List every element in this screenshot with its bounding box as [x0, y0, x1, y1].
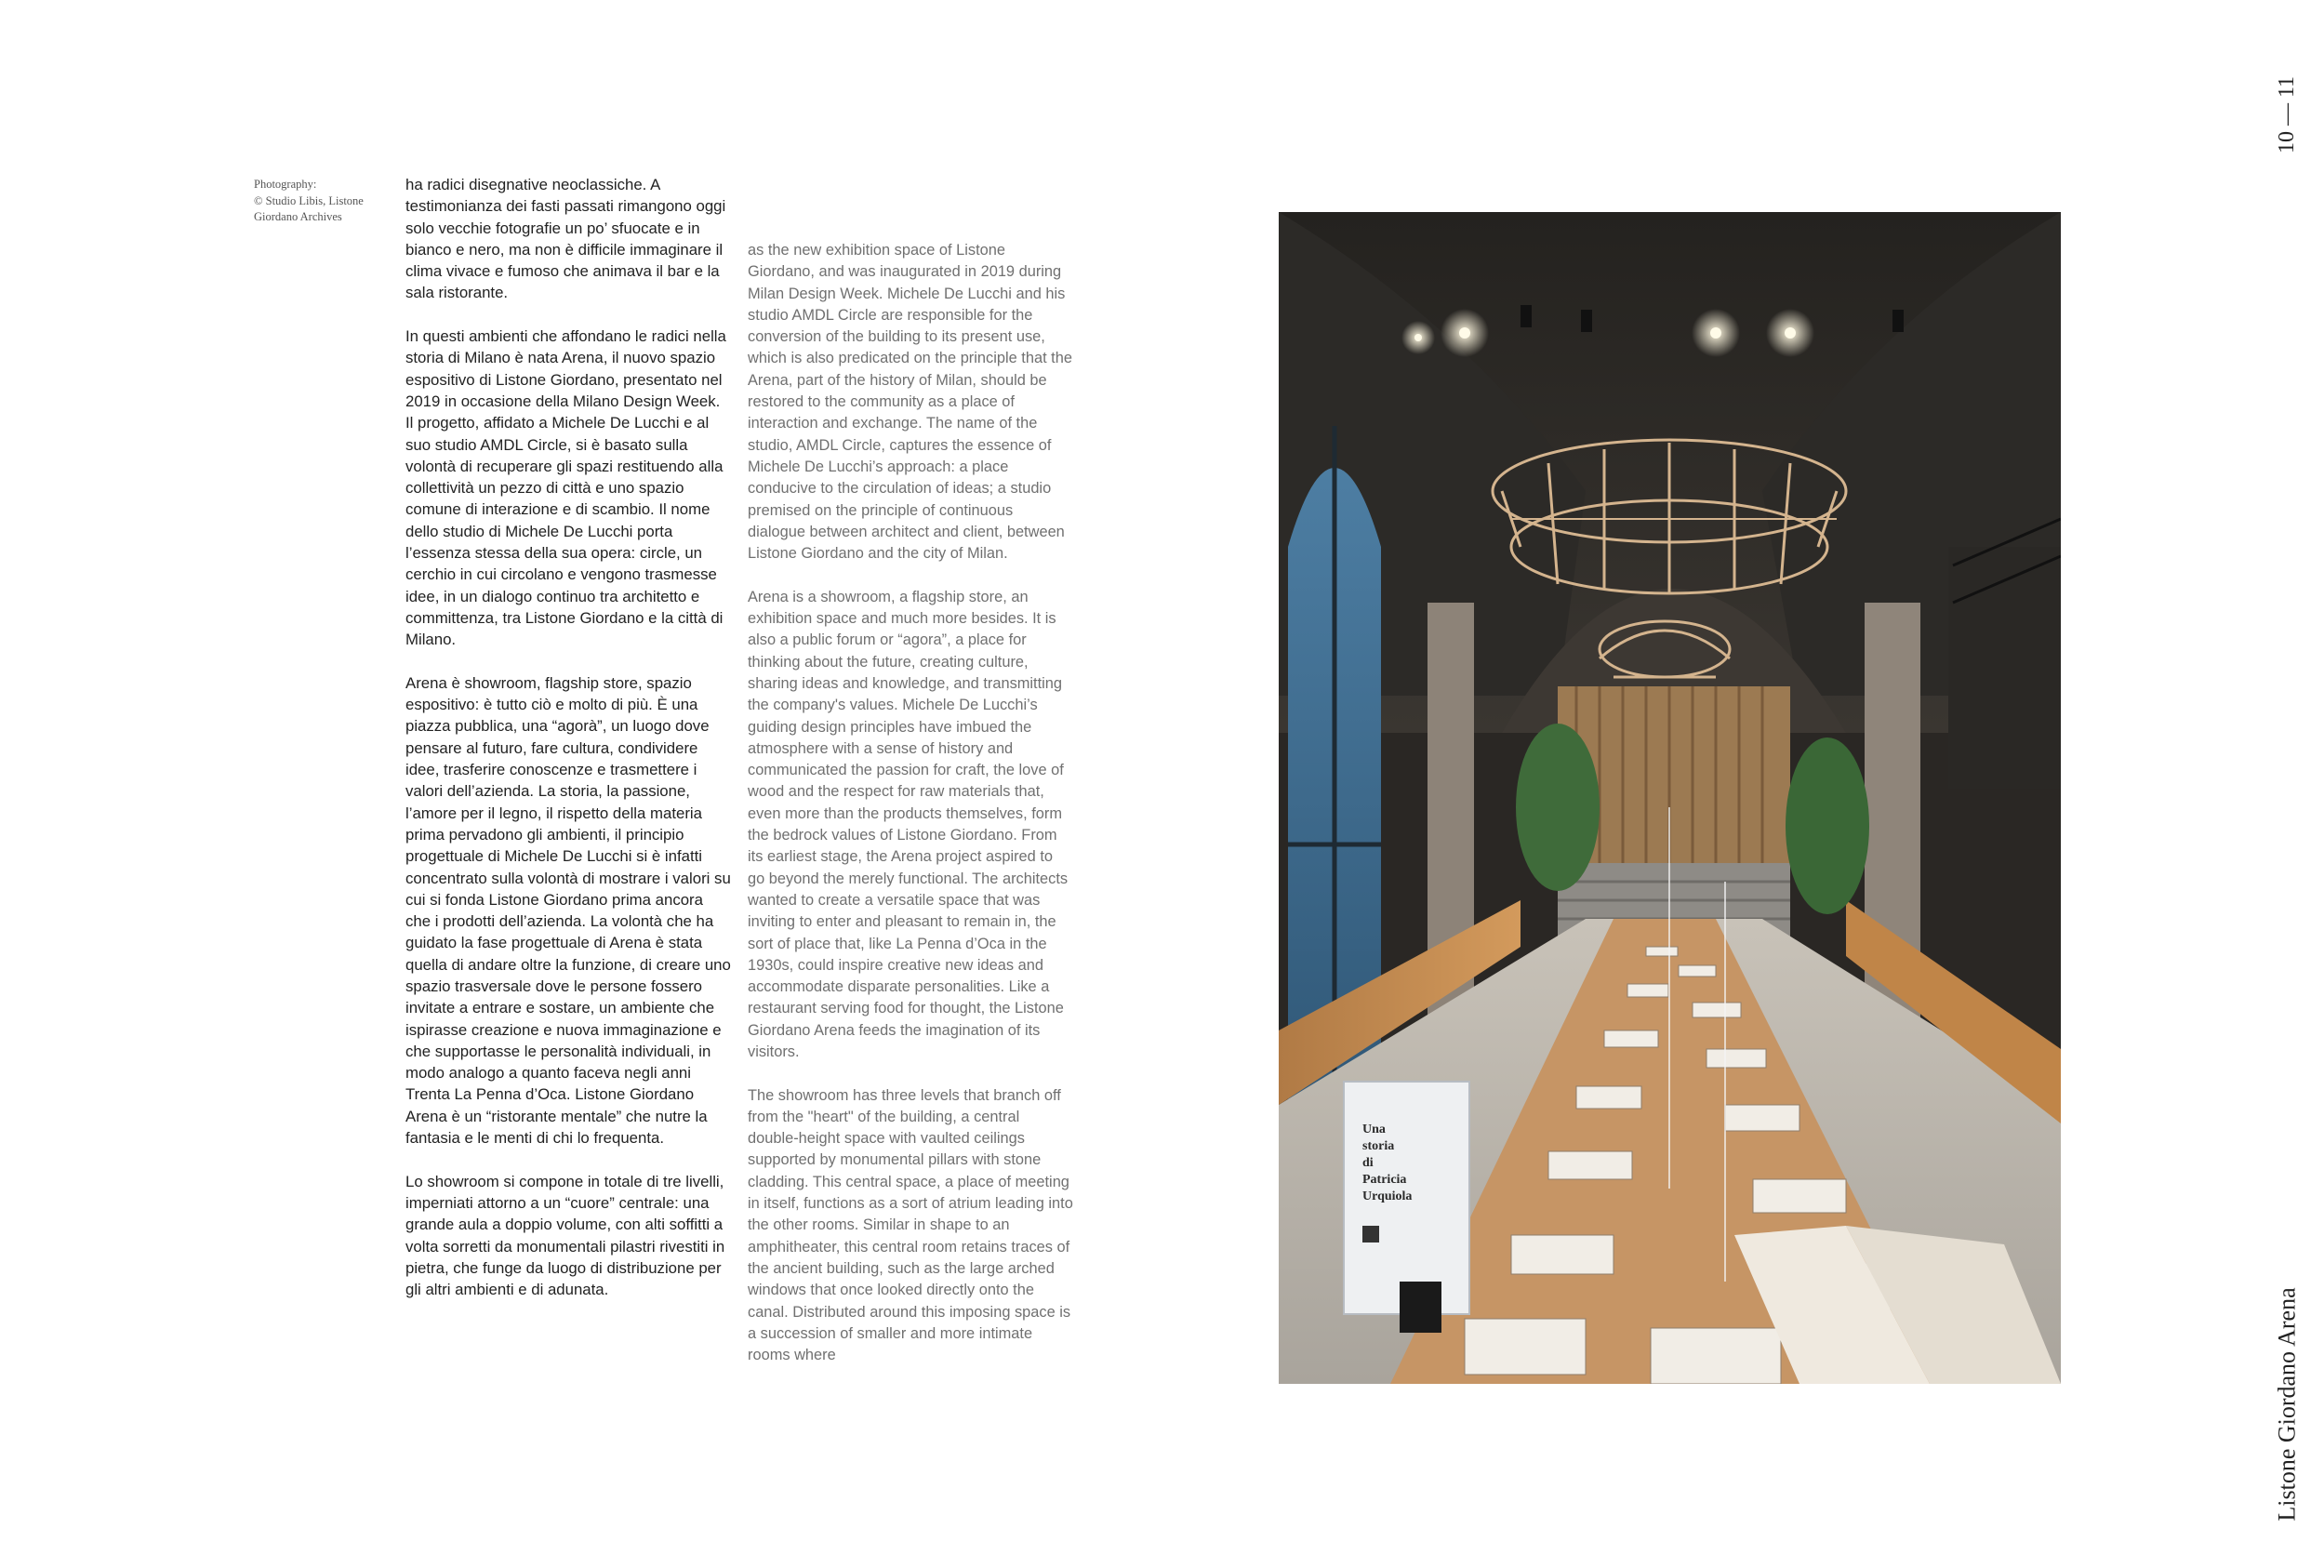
italian-paragraph: ha radici disegnative neoclassiche. A testimonianza dei fasti passati rimangono oggi solo vecchie fotografie un po’ sfuocate e in bianco e nero, ma non è difficile immaginare il clima vivace e fumoso che animava il bar e la sala ristorante.: [405, 176, 726, 302]
photo-credit: [254, 177, 384, 226]
running-title: [2269, 1283, 2306, 1525]
book-cover-line: storia: [1362, 1139, 1395, 1153]
showroom-photo: [1279, 212, 2061, 1384]
page-number: [2277, 63, 2299, 166]
page-number-text: 10 — 11: [2275, 75, 2300, 153]
book-display: [1344, 1082, 1469, 1333]
english-text-column: [748, 240, 1073, 1389]
book-cover-line: Una: [1362, 1123, 1386, 1136]
book-cover-line: di: [1362, 1156, 1374, 1170]
italian-paragraph: In questi ambienti che affondano le radici nella storia di Milano è nata Arena, il nuovo spazio espositivo di Listone Giordano, presentato nel 2019 in occasione della Milano Design Week. Il progetto, affidato a Michele De Lucchi e al suo studio AMDL Circle, si è basato sulla volontà di recuperare gli spazi restituendo alla collettività un pezzo di città e uno spazio comune di interazione e di scambio. Il nome dello studio di Michele De Lucchi porta l’essenza stessa della sua opera: circle, un cerchio in cui circolano e vengono trasmesse idee, in un dialogo continuo tra architetto e committenza, tra Listone Giordano e la città di Milano.: [405, 327, 726, 649]
english-paragraph: as the new exhibition space of Listone Giordano, and was inaugurated in 2019 during Milan Design Week. Michele De Lucchi and his studio AMDL Circle are responsible for the conversion of the building to its present use, which is also predicated on the principle that the Arena, part of the history of Milan, should be restored to the community as a place of interaction and exchange. The name of the studio, AMDL Circle, captures the essence of Michele De Lucchi’s approach: a place conducive to the circulation of ideas; a studio premised on the principle of continuous dialogue between architect and client, between Listone Giordano and the city of Milan.: [748, 242, 1072, 563]
running-title-text: Listone Giordano Arena: [2274, 1287, 2302, 1521]
credit-line: Giordano Archives: [254, 210, 342, 223]
book-cover-line: Patricia: [1362, 1173, 1407, 1187]
book-cover-line: Urquiola: [1362, 1189, 1413, 1203]
italian-paragraph: Arena è showroom, flagship store, spazio espositivo: è tutto ciò e molto di più. È una piazza pubblica, una “agorà”, un luogo dove pensare al futuro, fare cultura, condividere idee, trasferire conoscenze e trasmettere i valori dell’azienda. La storia, la passione, l’amore per il legno, il rispetto della materia prima pervadono gli ambienti, il principio progettuale di Michele De Lucchi si è infatti concentrato sulla volontà di mostrare i valori su cui si fonda Listone Giordano prima ancora che i prodotti dell’azienda. La volontà che ha guidato la fase progettuale di Arena è stata quella di andare oltre la funzione, di creare uno spazio trasversale dove le persone fossero invitate a entrare e sostare, un ambiente che ispirasse creazione e nuova immaginazione e che supportasse le personalità individuali, in modo analogo a quanto faceva negli anni Trenta La Penna d’Oca. Listone Giordano Arena è un “ristorante mentale” che nutre la fantasia e le menti di chi lo frequenta.: [405, 673, 731, 1148]
credit-line: Photography:: [254, 178, 317, 191]
english-paragraph: Arena is a showroom, a flagship store, an exhibition space and much more besides. It is also a public forum or “agora”, a place for thinking about the future, creating culture, sharing ideas and knowledge, and transmitting the company's values. Michele De Lucchi’s guiding design principles have imbued the atmosphere with a sense of history and communicated the passion for craft, the love of wood and the respect for raw materials that, even more than the products themselves, form the bedrock values of Listone Giordano. From its earliest stage, the Arena project aspired to go beyond the merely functional. The architects wanted to create a versatile space that was inviting to enter and pleasant to remain in, the sort of place that, like La Penna d’Oca in the 1930s, could inspire creative new ideas and accommodate disparate personalities. Like a restaurant serving food for thought, the Listone Giordano Arena feeds the imagination of its visitors.: [748, 588, 1069, 1060]
italian-paragraph: Lo showroom si compone in totale di tre livelli, imperniati attorno a un “cuore” centrale: una grande aula a doppio volume, con alti soffitti a volta sorretti da monumentali pilastri rivestiti in pietra, che funge da luogo di distribuzione per gli altri ambienti e di adunata.: [405, 1172, 725, 1299]
english-paragraph: The showroom has three levels that branch off from the "heart" of the building, a central double-height space with vaulted ceilings supported by monumental pillars with stone cladding. This central space, a place of meeting in itself, functions as a sort of atrium leading into the other rooms. Similar in shape to an amphitheater, this central room retains traces of the ancient building, such as the large arched windows that once looked directly onto the canal. Distributed around this imposing space is a succession of smaller and more intimate rooms where: [748, 1086, 1073, 1364]
credit-line: © Studio Libis, Listone: [254, 193, 364, 207]
showroom-illustration: [1279, 212, 2061, 1384]
italian-text-column: [405, 174, 731, 1322]
